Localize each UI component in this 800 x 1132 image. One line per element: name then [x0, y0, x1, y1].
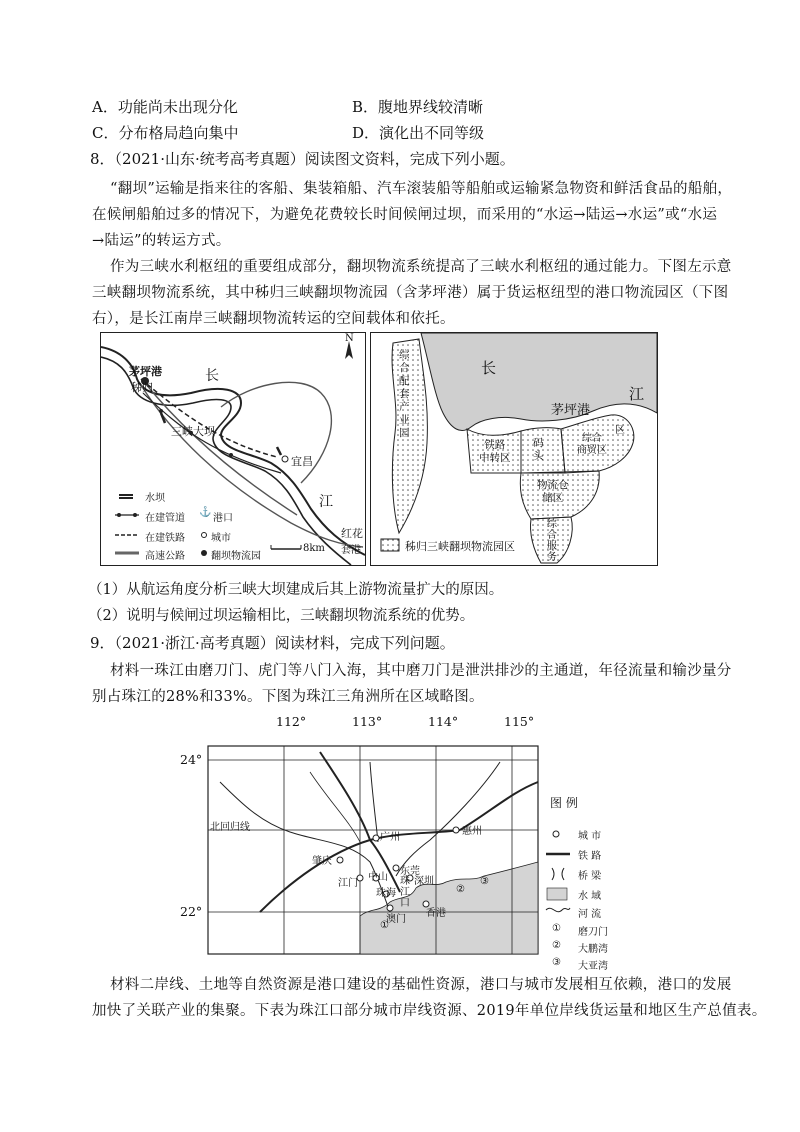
q8-paragraph1-line3: →陆运”的转运方式。 [92, 233, 231, 249]
legend-dam: 水坝 [145, 493, 165, 504]
river-chang-label: 长 [205, 368, 219, 384]
q9-header: 9．（2021·浙江·高考真题）阅读材料，完成下列问题。 [90, 634, 455, 652]
rail-transfer-zone-label: 铁路 中转区 [479, 439, 511, 464]
legend-modaomen: 磨刀门 [578, 927, 608, 938]
legend-city: 城市 [211, 533, 231, 544]
q9-material1-line1: 材料一珠江由磨刀门、虎门等八门入海，其中磨刀门是泄洪排沙的主通道，年径流量和输沙量分 [110, 663, 732, 679]
legend-dapeng: 大鹏湾 [578, 944, 608, 955]
q8-subquestion-1: （1）从航运角度分析三峡大坝建成后其上游物流量扩大的原因。 [88, 582, 504, 598]
legend-highway: 高速公路 [145, 551, 185, 562]
q8-paragraph1-line2: 在候闸船舶过多的情况下，为避免花费较长时间候闸过坝，而采用的“水运→陆运→水运”或“水运 [92, 207, 718, 223]
legend-railway: 在建铁路 [145, 533, 185, 544]
city-zhaoqing: 肇庆 [312, 856, 332, 867]
lat-22: 22° [180, 904, 203, 919]
legend-num-2: ② [552, 940, 561, 951]
storage-zone-label: 物流仓 储区 [537, 479, 569, 504]
legend-num-1: ① [552, 923, 561, 934]
city-jiangmen: 江门 [338, 878, 358, 889]
scale-label: 8km [303, 543, 325, 554]
city-zhongshan: 中山 [368, 872, 388, 883]
lon-112: 112° [276, 714, 307, 729]
marker-3: ③ [480, 876, 489, 887]
legend-title: 图 例 [550, 796, 578, 810]
legend-port: 港口 [213, 513, 233, 524]
dam-label: 三峡大坝 [171, 425, 215, 438]
city-huizhou: 惠州 [462, 826, 482, 837]
q8-header: 8．（2021·山东·统考高考真题）阅读图文资料，完成下列小题。 [90, 150, 515, 168]
right-maoping-label: 茅坪港 [551, 403, 591, 418]
q8-paragraph2-line2: 三峡翻坝物流系统，其中秭归三峡翻坝物流园（含茅坪港）属于货运枢纽型的港口物流园区（下图 [92, 285, 729, 301]
right-river-chang: 长 [481, 359, 497, 377]
zigui-label: 秭归 [131, 381, 153, 394]
legend-water: 水 域 [578, 891, 602, 902]
q8-paragraph2-line1: 作为三峡水利枢纽的重要组成部分，翻坝物流系统提高了三峡水利枢纽的通过能力。下图左示意 [110, 259, 732, 275]
lon-113: 113° [352, 714, 383, 729]
support-industry-park-label: 综 合 配 套 产 业 园 [399, 349, 410, 439]
legend-river: 河 流 [578, 909, 602, 920]
tropic-label: 北回归线 [210, 822, 250, 833]
marker-1: ① [380, 920, 389, 931]
lat-24: 24° [180, 752, 203, 767]
honghua-label: 红花 [341, 527, 363, 540]
city-hongkong: 香港 [426, 908, 446, 919]
legend-bridge: 桥 梁 [578, 871, 602, 882]
q9-material2-line1: 材料二岸线、土地等自然资源是港口建设的基础性资源，港口与城市发展相互依赖，港口的发展 [110, 977, 732, 993]
q8-paragraph2-line3: 右），是长江南岸三峡翻坝物流转运的空间载体和依托。 [92, 311, 455, 327]
right-river-jiang: 江 [629, 385, 645, 403]
north-arrow-icon: N [345, 333, 354, 344]
river-jiang-label: 江 [319, 494, 333, 510]
legend-pipeline: 在建管道 [145, 513, 185, 524]
zigui-logistics-park-map [370, 332, 658, 566]
yichang-label: 宜昌 [291, 455, 313, 468]
lon-114: 114° [428, 714, 459, 729]
q9-material1-line2: 别占珠江的28%和33%。下图为珠江三角洲所在区域略图。 [92, 689, 484, 705]
terminal-zone-label: 码 头 [533, 437, 544, 462]
option-c: C．分布格局趋向集中 [92, 124, 239, 142]
trade-zone-label: 综合 商贸区 [577, 433, 607, 456]
city-dongguan: 东莞 [400, 866, 420, 877]
zone-qu-label: 区 [615, 425, 625, 436]
lon-115: 115° [504, 714, 535, 729]
service-zone-label: 综 合 服 务 [547, 519, 557, 563]
legend-city: 城 市 [578, 831, 602, 842]
legend-daya: 大亚湾 [578, 961, 608, 972]
marker-2: ② [456, 884, 465, 895]
option-a: A．功能尚未出现分化 [92, 98, 238, 116]
taogang-label: 套港 [341, 545, 361, 556]
maoping-port-label: 茅坪港 [129, 365, 162, 378]
option-d: D．演化出不同等级 [352, 124, 485, 142]
right-legend-label: 秭归三峡翻坝物流园区 [405, 540, 515, 553]
legend-num-3: ③ [552, 957, 561, 968]
three-gorges-logistics-map [100, 332, 366, 566]
legend-logistics: 翻坝物流园 [211, 551, 261, 562]
q9-material2-line2: 加快了关联产业的集聚。下表为珠江口部分城市岸线资源、2019年单位岸线货运量和地区生产总值表。 [92, 1003, 767, 1019]
city-zhuhai: 珠海 [376, 888, 396, 899]
city-shenzhen: 深圳 [414, 876, 434, 887]
option-b: B．腹地界线较清晰 [352, 98, 484, 116]
pearl-river-delta-map [180, 712, 660, 972]
legend-railway: 铁 路 [578, 851, 602, 862]
city-guangzhou: 广州 [380, 832, 400, 843]
q8-subquestion-2: （2）说明与候闸过坝运输相比，三峡翻坝物流系统的优势。 [88, 608, 475, 624]
city-macau: 澳门 [386, 914, 406, 925]
q8-paragraph1-line1: “翻坝”运输是指来往的客船、集装箱船、汽车滚装船等船舶或运输紧急物资和鲜活食品的船舶， [110, 181, 733, 197]
estuary-label: 珠 江 口 [400, 876, 410, 909]
anchor-icon: ⚓ [199, 507, 212, 518]
